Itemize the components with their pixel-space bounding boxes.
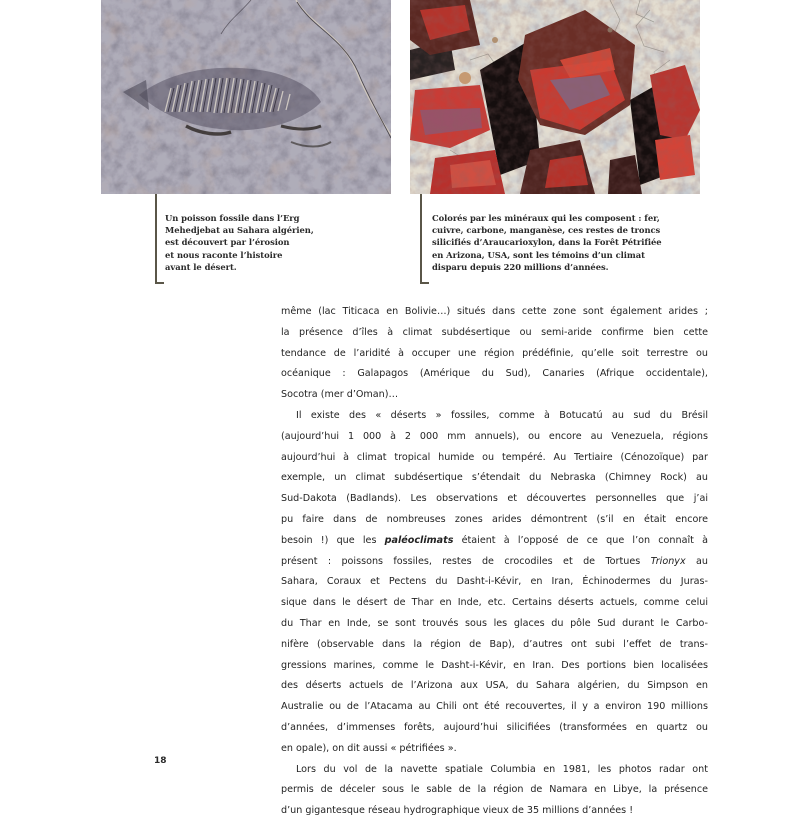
petrified-wood-image (410, 0, 700, 194)
emphasized-term: paléoclimats (384, 534, 454, 546)
body-line: en opale), on dit aussi « pétrifiées ». (281, 742, 457, 754)
fish-fossil-image (101, 0, 391, 194)
body-line: Sud-Dakota (Badlands). Les observations et découvertes personnelles que j’ai (281, 493, 708, 505)
body-line (281, 552, 708, 573)
body-line-segment: au (685, 555, 708, 567)
body-line-segment: présent : poissons fossiles, restes de crocodiles et de Tortues (281, 555, 651, 567)
body-line: nifère (observable dans la région de Bap), d’autres ont subi l’effet de trans- (281, 638, 708, 650)
caption-line: Mehedjebat au Sahara algérien, (165, 225, 314, 236)
body-line: Lors du vol de la navette spatiale Columbia en 1981, les photos radar ont (296, 763, 708, 775)
body-line-segment: besoin !) que les (281, 534, 385, 546)
body-line: d’années, d’immenses forêts, aujourd’hui silicifiées (transformées en quartz ou (281, 721, 708, 733)
caption-line: disparu depuis 220 millions d’années. (432, 261, 609, 272)
body-line: gressions marines, comme le Dasht-i-Kévir, en Iran. Des portions bien localisées (281, 659, 708, 671)
body-line: Socotra (mer d’Oman)… (281, 389, 399, 401)
body-line: même (lac Titicaca en Bolivie…) situés dans cette zone sont également arides ; (281, 306, 708, 317)
caption-line: et nous raconte l’histoire (165, 249, 283, 260)
body-line: exemple, un climat subdésertique s’étendait du Nebraska (Chimney Rock) au (281, 472, 708, 484)
body-line: Australie ou de l’Atacama au Chili ont été recouvertes, il y a environ 190 millions (281, 701, 708, 713)
body-line: sique dans le désert de Thar en Inde, etc. Certains déserts actuels, comme celui (281, 597, 708, 609)
petrified-wood-photo (410, 0, 700, 194)
caption-line: silicifiés d’Araucarioxylon, dans la Forêt Pétrifiée (432, 237, 662, 248)
body-line: tendance de l’aridité à occuper une région prédéfinie, qu’elle soit terrestre ou (281, 347, 708, 359)
body-line: la présence d’îles à climat subdésertique ou semi-aride confirme bien cette (281, 326, 708, 338)
caption-line: cuivre, carbone, manganèse, ces restes de troncs (432, 225, 661, 236)
body-line-segment: étaient à l’opposé de ce que l’on connaît à (453, 534, 708, 546)
caption-line: Un poisson fossile dans l’Erg (165, 213, 300, 223)
caption-line: Colorés par les minéraux qui les composent : fer, (432, 213, 660, 223)
page-number: 18 (154, 756, 167, 766)
italic-term: Trionyx (650, 555, 686, 567)
body-line: (aujourd’hui 1 000 à 2 000 mm annuels), ou encore au Venezuela, régions (281, 430, 708, 442)
body-line: pu faire dans de nombreuses zones arides démontrent (s’il en était encore (281, 513, 708, 525)
body-line: aujourd’hui à climat tropical humide ou tempéré. Au Tertiaire (Cénozoïque) par (281, 451, 708, 463)
caption-line: est découvert par l’érosion (165, 237, 290, 248)
caption-bracket (420, 194, 429, 284)
body-line: des déserts actuels de l’Arizona aux USA, du Sahara algérien, du Simpson en (281, 680, 708, 692)
caption-line: en Arizona, USA, sont les témoins d’un climat (432, 249, 645, 260)
photo-caption-fish-fossil (165, 212, 314, 273)
body-line: du Thar en Inde, se sont trouvés sous les glaces du pôle Sud durant le Carbo- (281, 617, 708, 629)
body-line: Il existe des « déserts » fossiles, comme à Botucatú au sud du Brésil (296, 409, 708, 421)
body-text (281, 302, 708, 822)
caption-bracket (155, 194, 164, 284)
body-line: permis de déceler sous le sable de la région de Namara en Libye, la présence (281, 784, 708, 796)
body-line: océanique : Galapagos (Amérique du Sud), Canaries (Afrique occidentale), (281, 368, 708, 380)
body-line: d’un gigantesque réseau hydrographique vieux de 35 millions d’années ! (281, 805, 634, 817)
photo-caption-petrified-wood (432, 212, 662, 273)
fish-fossil-photo (101, 0, 391, 194)
caption-line: avant le désert. (165, 261, 237, 272)
body-line (281, 531, 708, 552)
body-line: Sahara, Coraux et Pectens du Dasht-i-Kévir, en Iran, Échinodermes du Juras- (281, 576, 708, 588)
